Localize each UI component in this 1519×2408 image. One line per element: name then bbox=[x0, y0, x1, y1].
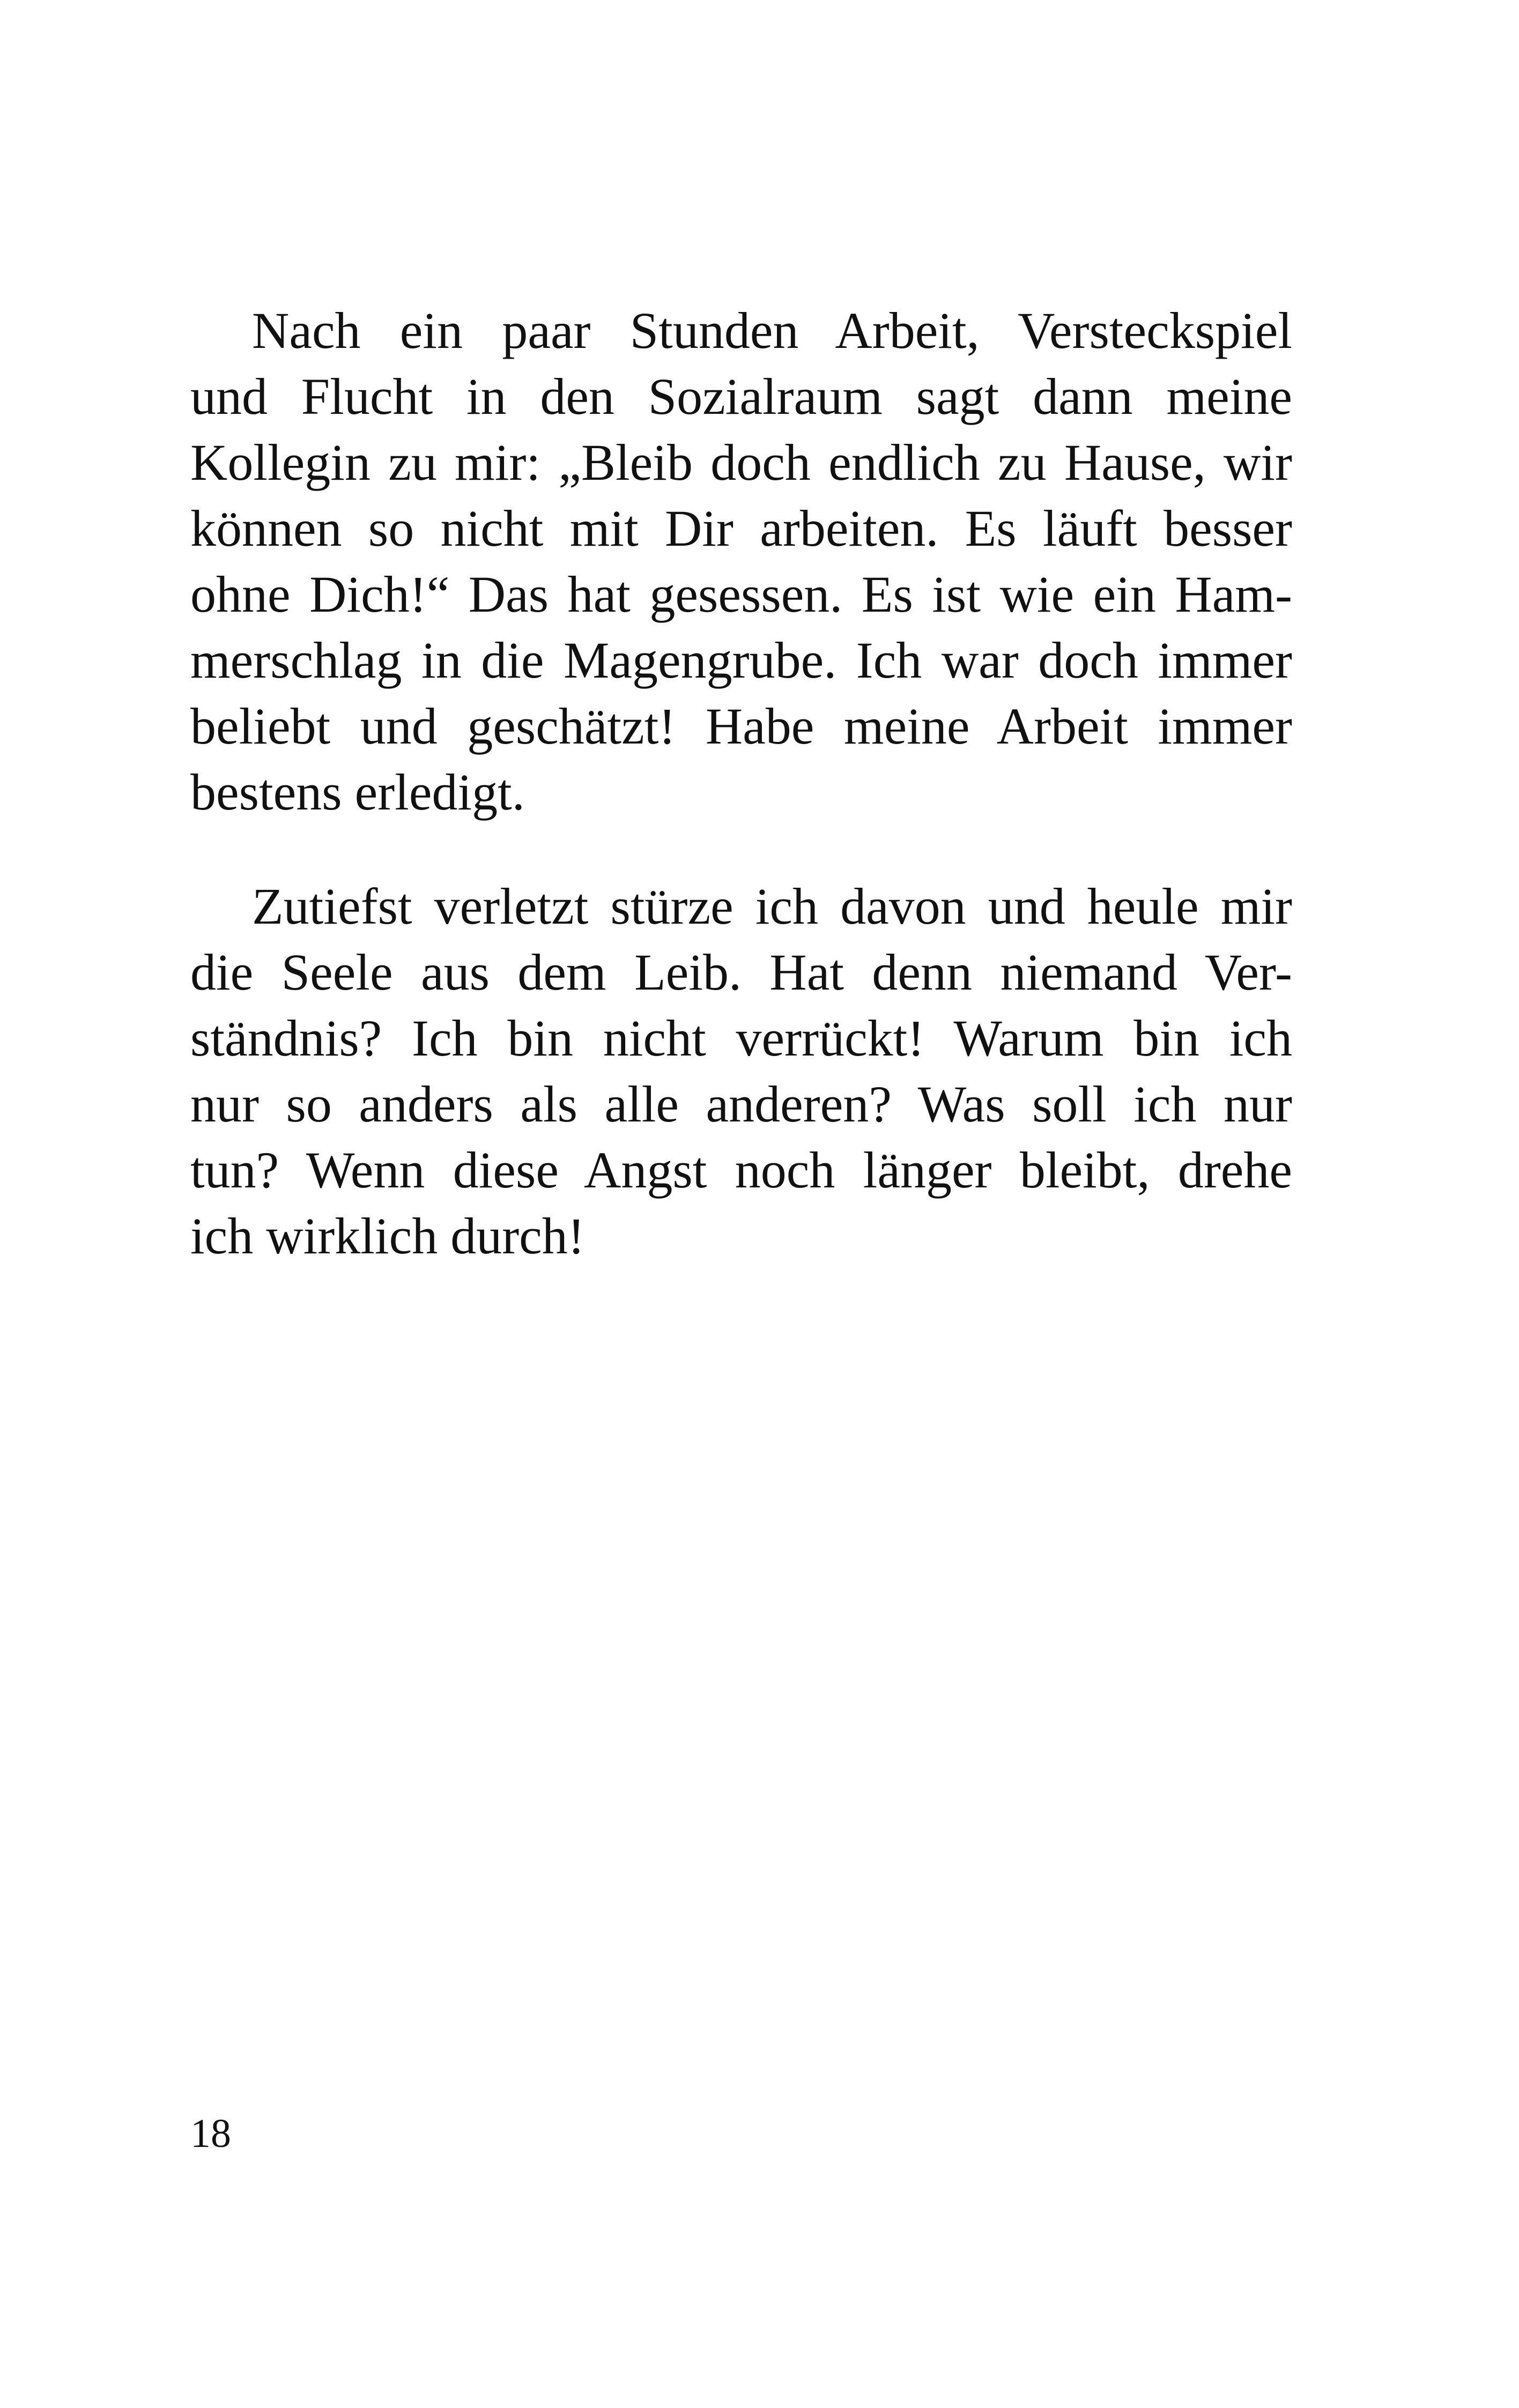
text-line: und Flucht in den Sozialraum sagt dann meine bbox=[190, 368, 1292, 425]
paragraph-2 bbox=[190, 873, 1292, 1269]
text-line: Kollegin zu mir: „Bleib doch endlich zu Hause, wir bbox=[190, 434, 1292, 491]
text-line: merschlag in die Magengrube. Ich war doch immer bbox=[190, 631, 1292, 689]
paragraph-spacer bbox=[190, 825, 1292, 873]
text-line: ohne Dich!“ Das hat gesessen. Es ist wie ein Ham- bbox=[190, 566, 1292, 623]
text-line: bestens erledigt. bbox=[190, 763, 525, 821]
page-number: 18 bbox=[190, 2111, 231, 2156]
text-line: die Seele aus dem Leib. Hat denn niemand Ver- bbox=[190, 943, 1292, 1001]
text-line: können so nicht mit Dir arbeiten. Es läuft besser bbox=[190, 500, 1292, 557]
text-line: ständnis? Ich bin nicht verrückt! Warum bin ich bbox=[190, 1009, 1292, 1067]
text-line: Nach ein paar Stunden Arbeit, Versteckspiel bbox=[252, 302, 1292, 359]
paragraph-1 bbox=[190, 298, 1292, 825]
text-line: ich wirklich durch! bbox=[190, 1207, 585, 1265]
text-line: tun? Wenn diese Angst noch länger bleibt, drehe bbox=[190, 1141, 1292, 1199]
body-text bbox=[190, 298, 1292, 1269]
text-line: nur so anders als alle anderen? Was soll ich nur bbox=[190, 1075, 1292, 1133]
text-line: Zutiefst verletzt stürze ich davon und heule mir bbox=[252, 878, 1292, 935]
text-line: beliebt und geschätzt! Habe meine Arbeit immer bbox=[190, 697, 1292, 755]
